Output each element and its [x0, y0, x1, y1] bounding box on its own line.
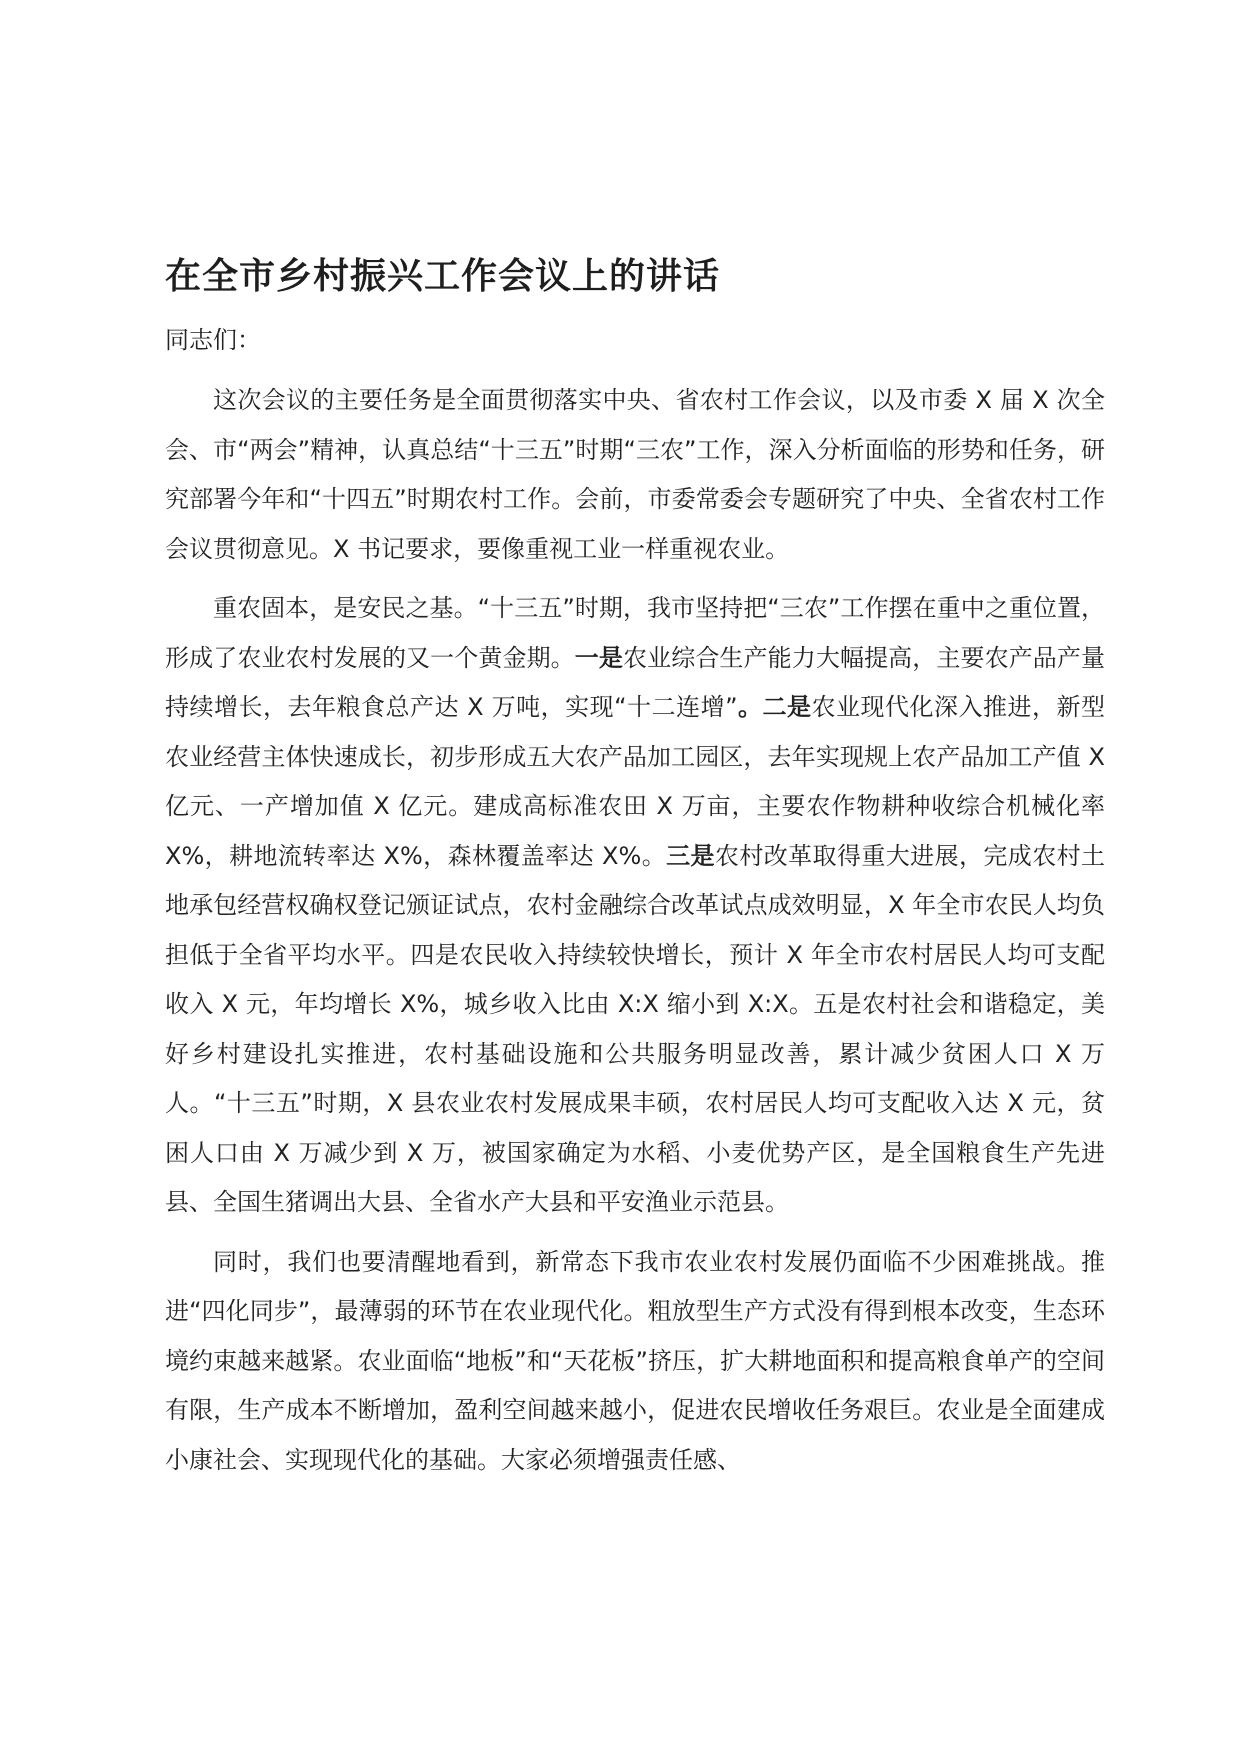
document-page: [165, 250, 1105, 1495]
paragraph-2-point-1: 农业综合生产能力大幅提高，主要农产品产量持续增长，去年粮食总产达 X 万吨，实现“十二连增”: [165, 643, 1106, 721]
marker-second: 。二是: [737, 693, 812, 721]
marker-first: 一是: [574, 643, 624, 672]
marker-third: 三是: [666, 841, 715, 870]
greeting: 同志们：: [165, 326, 261, 354]
paragraph-2: [165, 584, 1105, 1228]
paragraph-1: 这次会议的主要任务是全面贯彻落实中央、省农村工作会议，以及市委 X 届 X 次全会、市“两会”精神，认真总结“十三五”时期“三农”工作，深入分析面临的形势和任务，研究部署今年和“十四五”时期农村工作。会前，市委常委会专题研究了中央、全省农村工作会议贯彻意见。X 书记要求，要像重视工业一样重视农业。: [165, 386, 1105, 563]
paragraph-2-point-3: 农村改革取得重大进展，完成农村土地承包经营权确权登记颁证试点，农村金融综合改革试点成效明显，X 年全市农民人均负担低于全省平均水平。四是农民收入持续较快增长，预计 X 年全市农村居民人均可支配收入 X 元，年均增长 X%，城乡收入比由 X:X 缩小到 X:X。五是农村社会和谐稳定，美好乡村建设扎实推进，农村基础设施和公共服务明显改善，累计减少贫困人口 X 万人。“十三五”时期，X 县农业农村发展成果丰硕，农村居民人均可支配收入达 X 元，贫困人口由 X 万减少到 X 万，被国家确定为水稻、小麦优势产区，是全国粮食生产先进县、全国生猪调出大县、全省水产大县和平安渔业示范县。: [165, 841, 1106, 1216]
paragraph-3: 同时，我们也要清醒地看到，新常态下我市农业农村发展仍面临不少困难挑战。推进“四化同步”，最薄弱的环节在农业现代化。粗放型生产方式没有得到根本改变，生态环境约束越来越紧。农业面临“地板”和“天花板”挤压，扩大耕地面积和提高粮食单产的空间有限，生产成本不断增加，盈利空间越来越小，促进农民增收任务艰巨。农业是全面建成小康社会、实现现代化的基础。大家必须增强责任感、: [165, 1247, 1105, 1474]
paragraph-2-point-2: 农业现代化深入推进，新型农业经营主体快速成长，初步形成五大农产品加工园区，去年实现规上农产品加工产值 X 亿元、一产增加值 X 亿元。建成高标准农田 X 万亩，主要农作物耕种收综合机械化率 X%，耕地流转率达 X%，森林覆盖率达 X%。: [165, 693, 1106, 870]
document-title: 在全市乡村振兴工作会议上的讲话: [165, 255, 721, 297]
paragraph-2-intro: 重农固本，是安民之基。“十三五”时期，我市坚持把“三农”工作摆在重中之重位置，形成了农业农村发展的又一个黄金期。: [165, 594, 1105, 672]
